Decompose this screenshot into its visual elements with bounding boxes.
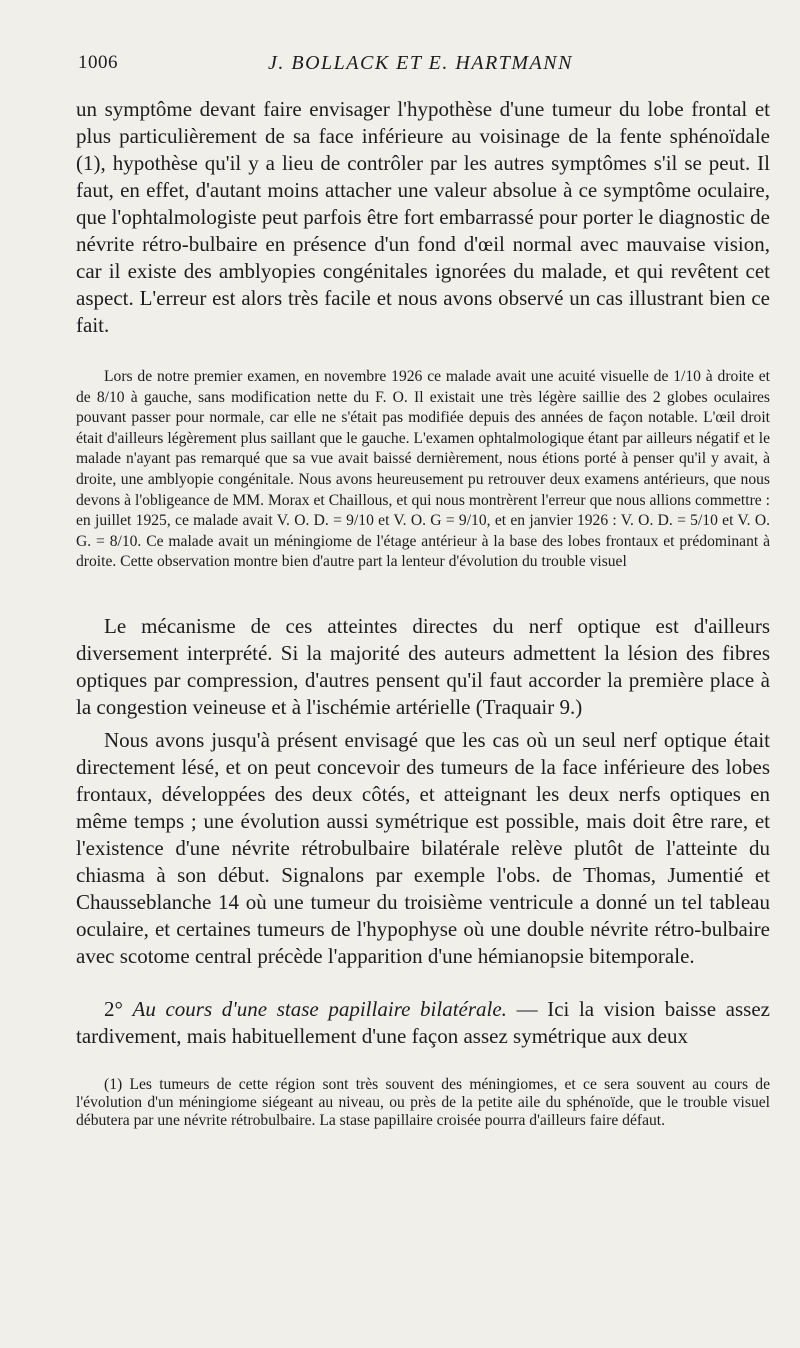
page-body — [76, 96, 770, 1130]
page-number: 1006 — [78, 52, 118, 73]
observation-paragraph: Lors de notre premier examen, en novembre 1926 ce malade avait une acuité visuelle de 1/10 à droite et de 8/10 à gauche, sans modification nette du F. O. Il existait une très légère saillie des 2 globes oculaires pouvant passer pour normale, car elle ne s'était pas modifiée depuis des années de façon notable. L'œil droit était d'ailleurs légèrement plus saillant que le gauche. L'examen ophtalmologique étant par ailleurs négatif et le malade n'ayant pas remarqué que sa vue avait baissé dernièrement, nous étions porté à penser qu'il y avait, à droite, une amblyopie congénitale. Nous avons heureusement pu retrouver deux examens antérieurs, que nous devons à l'obligeance de MM. Morax et Chaillous, et qui nous montrèrent l'erreur que nous allions commettre : en juillet 1925, ce malade avait V. O. D. = 9/10 et V. O. G = 9/10, et en janvier 1926 : V. O. D. = 5/10 et V. O. G. = 8/10. Ce malade avait un méningiome de l'étage antérieur à la base des lobes frontaux et prédominant à droite. Cette observation montre bien d'autre part la lenteur d'évolution du trouble visuel — [76, 368, 770, 571]
paragraph-4: Nous avons jusqu'à présent envisagé que les cas où un seul nerf optique était directement lésé, et on peut concevoir des tumeurs de la face inférieure des lobes frontaux, développées des deux côtés, et atteignant les deux nerfs optiques en même temps ; une évolution aussi symétrique est possible, mais doit être rare, et l'existence d'une névrite rétrobulbaire bilatérale relève plutôt de l'atteinte du chiasma à son début. Signalons par exemple l'obs. de Thomas, Jumentié et Chausseblanche 14 où une tumeur du troisième ventricule a donné un tel tableau oculaire, et certaines tumeurs de l'hypophyse où une double névrite rétro-bulbaire avec scotome central précède l'apparition d'une hémianopsie bitemporale. — [76, 727, 770, 968]
section-title: Au cours d'une stase papillaire bilatérale. — [132, 996, 507, 1021]
paragraph-1: un symptôme devant faire envisager l'hypothèse d'une tumeur du lobe frontal et plus particulièrement de sa face inférieure au voisinage de la fente sphénoïdale (1), hypothèse qu'il y a lieu de contrôler par les autres symptômes s'il se peut. Il faut, en effet, d'autant moins attacher une valeur absolue à ce symptôme oculaire, que l'ophtalmologiste peut parfois être fort embarrassé pour porter le diagnostic de névrite rétro-bulbaire en présence d'un fond d'œil normal avec mauvaise vision, car il existe des amblyopies congénitales ignorées du malade, et qui revêtent cet aspect. L'erreur est alors très facile et nous avons observé un cas illustrant bien ce fait. — [76, 97, 770, 337]
page-header — [78, 52, 760, 82]
footnote: (1) Les tumeurs de cette région sont très souvent des méningiomes, et ce sera souvent au cours de l'évolution d'un méningiome siégeant au niveau, ou près de la petite aile du sphénoïde, que le trouble visuel débutera par une névrite rétrobulbaire. La stase papillaire croisée pourra d'ailleurs faire défaut. — [76, 1075, 770, 1129]
section-text: — Ici la vision baisse assez tardivement, mais habituellement d'une façon assez symétrique aux deux — [76, 996, 770, 1048]
running-head: J. BOLLACK ET E. HARTMANN — [268, 52, 573, 74]
section-number: 2° — [104, 996, 133, 1021]
section-2-paragraph — [76, 996, 770, 1050]
paragraph-3: Le mécanisme de ces atteintes directes du nerf optique est d'ailleurs diversement interprété. Si la majorité des auteurs admettent la lésion des fibres optiques par compression, d'autres pensent qu'il faut accorder la première place à la congestion veineuse et à l'ischémie artérielle (Traquair 9.) — [76, 613, 770, 719]
